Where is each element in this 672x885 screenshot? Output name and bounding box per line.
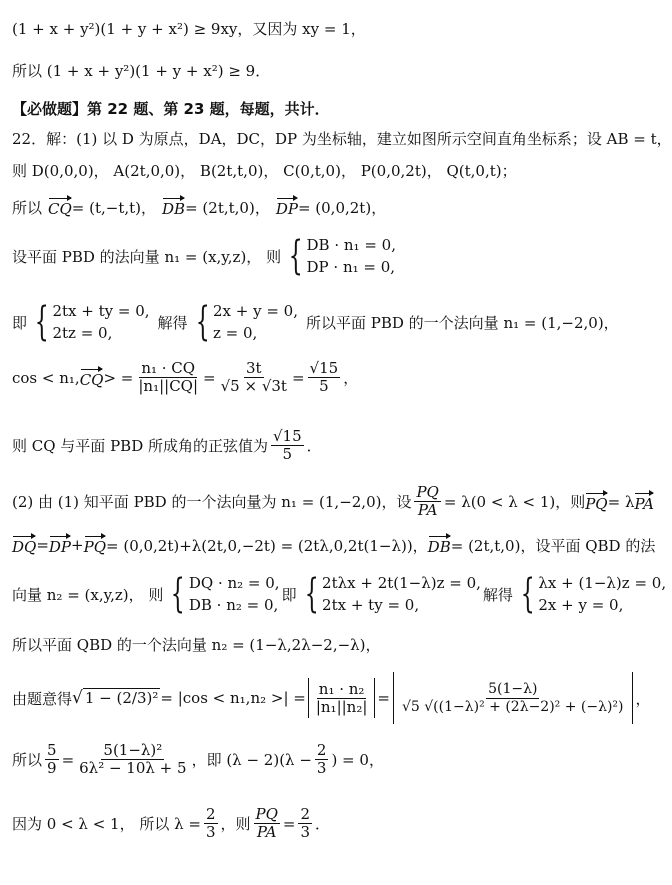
vector-dq: DQ — [12, 534, 36, 556]
vector-cq: CQ — [48, 196, 72, 218]
fraction — [271, 428, 304, 463]
numerator: n₁ · CQ — [141, 359, 196, 377]
vector-cq: CQ — [80, 367, 104, 389]
brace: { — [520, 571, 535, 617]
numerator: 2 — [205, 805, 216, 823]
line-text: = |cos < n₁,n₂ >| = — [160, 689, 306, 707]
line-text: 由题意得 — [12, 689, 73, 708]
system-row: 2tz = 0, — [52, 324, 113, 342]
numerator: 3t — [246, 359, 262, 377]
line-text: 所以平面 PBD 的一个法向量 n₁ = (1,−2,0)， — [306, 313, 619, 332]
brace: { — [195, 299, 210, 345]
line-text: = — [36, 536, 49, 554]
system-row: z = 0, — [213, 324, 258, 342]
denominator: 5 — [319, 377, 329, 395]
equation-system — [283, 234, 396, 278]
system-row: 2x + y = 0, — [538, 596, 624, 614]
line-text: 即 — [12, 313, 28, 332]
line-text: = — [282, 814, 296, 833]
numerator: PQ — [416, 483, 439, 501]
denominator: √5 √((1−λ)² + (2λ−2)² + (−λ)²) — [401, 698, 624, 715]
line-text: 解得 — [482, 585, 513, 604]
numerator: n₁ · n₂ — [318, 679, 365, 698]
vector-pq: PQ — [84, 534, 106, 556]
line-text: 即 — [281, 585, 297, 604]
line-text: = — [61, 750, 75, 769]
system-row: 2x + y = 0, — [213, 302, 298, 320]
line-text: = (0,0,2t)+λ(2t,0,−2t) = (2tλ,0,2t(1−λ))， — [106, 536, 428, 555]
denominator: 6λ² − 10λ + 5 — [79, 759, 187, 777]
line-normal-vector — [12, 234, 634, 278]
denominator: 3 — [316, 759, 327, 777]
line-text: = (2t,t,0)，设平面 QBD 的法 — [450, 536, 656, 555]
line-dq-vector — [12, 534, 656, 556]
fraction — [400, 681, 626, 716]
denominator: PA — [417, 501, 438, 519]
line-text: 所以 — [12, 198, 43, 217]
system-row: 2tλx + 2t(1−λ)z = 0, — [322, 574, 481, 592]
line-solve — [12, 300, 634, 344]
line-equation — [12, 742, 634, 777]
line-text: 则 CQ 与平面 PBD 所成角的正弦值为 — [12, 437, 268, 455]
line-text: 向量 n₂ = (x,y,z)， 则 — [12, 585, 164, 604]
line-text: 设平面 PBD 的法向量 n₁ = (x,y,z)， 则 — [12, 247, 282, 266]
line-text: = (t,−t,t)， — [71, 198, 157, 217]
brace: { — [171, 571, 186, 617]
line-text: cos < n₁, — [12, 368, 80, 387]
numerator: 5(1−λ) — [488, 680, 538, 697]
line-text: 则 D(0,0,0)， A(2t,0,0)， B(2t,t,0)， C(0,t,0)， P(0,0,2t)， Q(t,0,t)； — [12, 162, 517, 180]
numerator: PQ — [255, 805, 278, 823]
line-text: (1 + x + y²)(1 + y + x²) ≥ 9xy，又因为 xy = 1， — [12, 20, 366, 38]
fraction — [219, 360, 289, 395]
line-text: = (0,0,2t)， — [297, 198, 387, 217]
line-text: = λ — [607, 492, 635, 511]
line-text: 所以平面 QBD 的一个法向量 n₂ = (1−λ,2λ−2,−λ)， — [12, 636, 381, 654]
numerator: 2 — [316, 741, 327, 759]
line-text: ，则 — [220, 815, 251, 833]
line-text: 22．解：(1) 以 D 为原点，DA，DC，DP 为坐标轴，建立如图所示空间直角坐标系；设 AB = t， — [12, 130, 672, 148]
line-part-two — [12, 483, 655, 519]
fraction — [254, 806, 280, 841]
line-text: 因为 0 < λ < 1， 所以 λ = — [12, 815, 201, 833]
line-text: + — [71, 536, 84, 554]
line-text: 所以 (1 + x + y²)(1 + y + x²) ≥ 9． — [12, 62, 271, 80]
radicand: 1 − (2/3)² — [84, 689, 159, 707]
denominator: |n₁||n₂| — [315, 697, 368, 716]
fraction — [315, 742, 329, 777]
line-cosine: cos < n₁, CQ > = $\frac{\text{n₁ · CQ}}{\text{|n₁||CQ|}}$ = $\frac{3t}{√5 \times √3t}$ = $\frac{√15}{5}$ ， — [12, 359, 359, 395]
fraction — [314, 681, 370, 716]
denominator: PA — [256, 823, 277, 841]
equation-system — [299, 572, 481, 616]
equation-system — [29, 300, 150, 344]
line-final-answer — [12, 806, 634, 841]
denominator: 3 — [205, 823, 216, 841]
system-row: DB · n₂ = 0, — [188, 596, 279, 614]
denominator: √5 × √3t — [220, 377, 287, 395]
denominator: |n₁||CQ| — [138, 377, 199, 395]
numerator: 5 — [47, 741, 57, 759]
line-normal-n2 — [12, 634, 634, 655]
denominator: 3 — [300, 823, 311, 841]
fraction — [45, 742, 59, 777]
fraction — [414, 484, 440, 519]
fraction — [308, 360, 341, 395]
line-text: = λ(0 < λ < 1)，则 — [443, 493, 586, 511]
system-row: λx + (1−λ)z = 0, — [538, 574, 667, 592]
line-text: ) = 0， — [331, 751, 384, 769]
equation-system — [165, 572, 279, 616]
vector-db: DB — [162, 196, 185, 218]
numerator: √15 — [309, 359, 339, 377]
equation-system — [515, 572, 666, 616]
line-text: = (2t,t,0)， — [185, 198, 270, 217]
line-coordinates — [12, 160, 634, 181]
line-text: > = — [103, 368, 134, 387]
system-row: DB · n₁ = 0, — [306, 236, 396, 254]
fraction — [204, 806, 218, 841]
numerator: √15 — [273, 427, 302, 445]
line-vectors — [12, 196, 634, 218]
brace: { — [288, 233, 303, 279]
section-heading — [12, 98, 634, 119]
brace: { — [304, 571, 319, 617]
line-sine-value: 则 CQ 与平面 PBD 所成角的正弦值为 $\frac{√15}{5}$ ． — [12, 427, 322, 463]
brace: { — [34, 299, 49, 345]
line-normal-vector-two — [12, 571, 667, 617]
line-text: ． — [315, 815, 331, 833]
system-row: 2tx + ty = 0, — [322, 596, 420, 614]
vector-dp: DP — [276, 196, 298, 218]
numerator: 5(1−λ)² — [103, 741, 163, 759]
denominator: 5 — [282, 445, 293, 463]
numerator: 2 — [300, 805, 311, 823]
vector-pq: PQ — [585, 491, 607, 513]
line-text: 解得 — [157, 313, 188, 332]
line-text: (2) 由 (1) 知平面 PBD 的一个法向量为 n₁ = (1,−2,0)，设 — [12, 493, 412, 511]
system-row: DQ · n₂ = 0, — [188, 574, 280, 592]
square-root: √ 1 − (2/3)² — [72, 688, 159, 708]
system-row: 2tx + ty = 0, — [52, 302, 150, 320]
vector-pa: PA — [634, 491, 654, 513]
line-text: 所以 — [12, 751, 43, 769]
fraction — [77, 742, 188, 777]
equation-system — [190, 300, 298, 344]
denominator: 9 — [47, 759, 57, 777]
line-setup — [12, 128, 672, 149]
line-conclusion — [12, 60, 634, 81]
vector-db: DB — [428, 534, 451, 556]
fraction — [298, 806, 312, 841]
line-inequality — [12, 18, 634, 39]
line-text: ，即 (λ − 2)(λ − — [191, 751, 312, 769]
line-condition: 由题意得 √ 1 − (2/3)² = |cos < n₁,n₂ >| = $\frac{\text{n₁ · n₂}}{\text{|n₁||n₂|}}$ = $\frac{5(1-\lambda)}{\text{√5 √((1−λ)² + (2λ−2)² + (−λ)²)}}$ ， — [12, 672, 634, 724]
vector-dp: DP — [49, 534, 71, 556]
heading-text: 【必做题】第 22 题、第 23 题，每题，共计． — [12, 100, 330, 118]
fraction — [136, 360, 200, 395]
system-row: DP · n₁ = 0, — [306, 258, 396, 276]
